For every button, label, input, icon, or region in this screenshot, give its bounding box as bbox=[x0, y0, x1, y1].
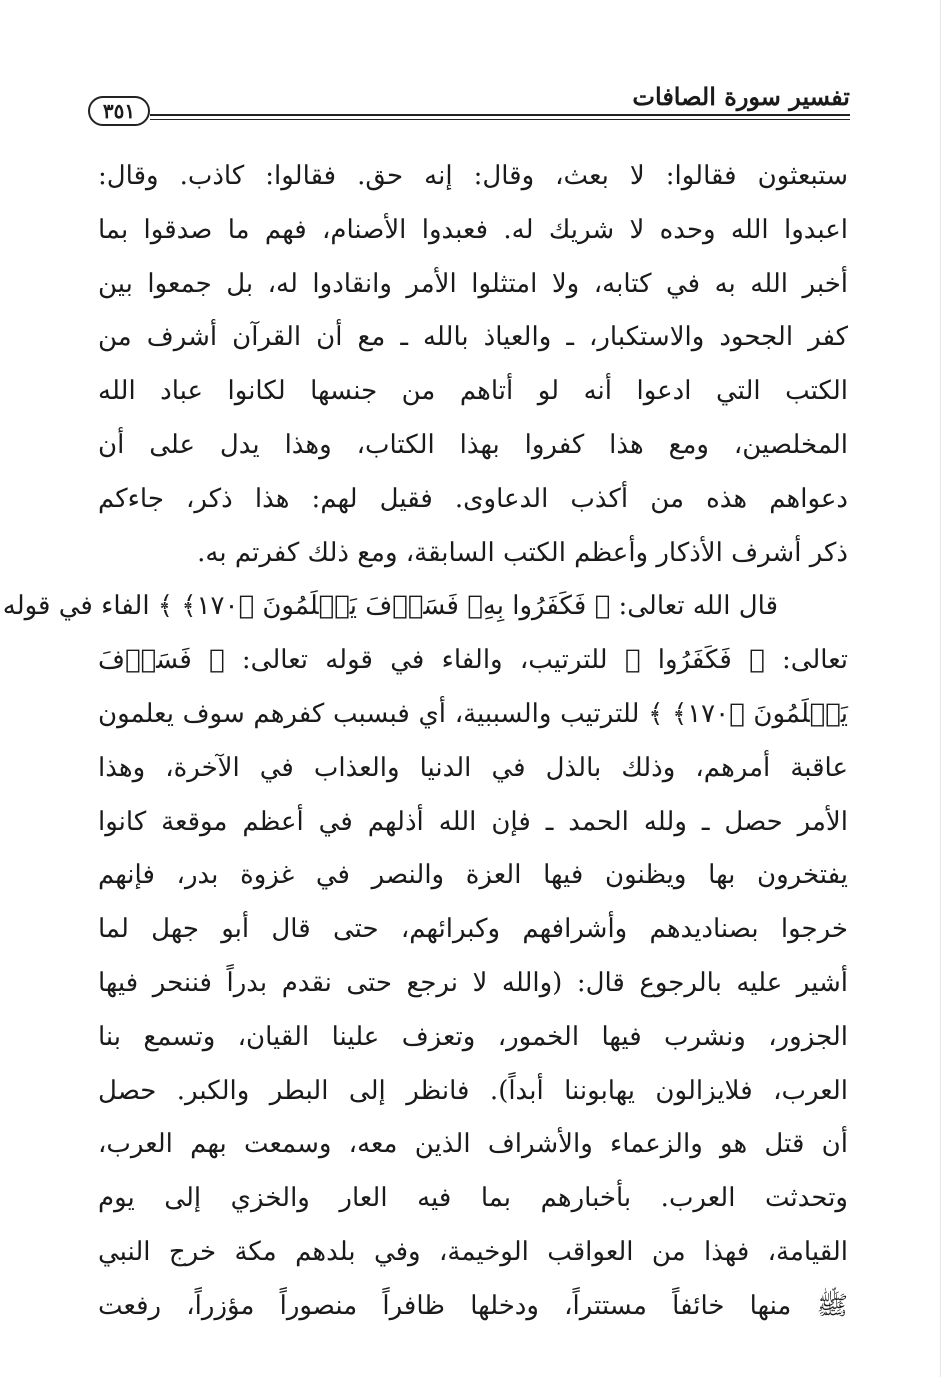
page-number: ٣٥١ bbox=[88, 96, 150, 126]
text-line: وتحدثت العرب. بأخبارهم بما فيه العار والخزي إلى يوم bbox=[98, 1183, 848, 1214]
text-line: العرب، فلايزالون يهابوننا أبداً). فانظر إلى البطر والكبر. حصل bbox=[98, 1075, 848, 1106]
text-line: أن قتل هو والزعماء والأشراف الذين معه، وسمعت بهم العرب، bbox=[98, 1129, 848, 1160]
text-line: يفتخرون بها ويظنون فيها العزة والنصر في غزوة بدر، فإنهم bbox=[98, 860, 848, 891]
text-line: ذكر أشرف الأذكار وأعظم الكتب السابقة، ومع ذلك كفرتم به. bbox=[197, 537, 848, 568]
text-line: الجزور، ونشرب فيها الخمور، وتعزف علينا القيان، وتسمع بنا bbox=[98, 1021, 848, 1052]
header-rule bbox=[150, 114, 850, 116]
text-line: عاقبة أمرهم، وذلك بالذل في الدنيا والعذاب في الآخرة، وهذا bbox=[98, 752, 848, 783]
running-title: تفسير سورة الصافات bbox=[632, 82, 850, 111]
text-line: يَعۡلَمُونَ ﴿١٧٠﴾ ﴾ للترتيب والسببية، أي فبسبب كفرهم سوف يعلمون bbox=[98, 698, 848, 729]
page-header bbox=[88, 78, 850, 126]
text-line: خرجوا بصناديدهم وأشرافهم وكبرائهم، حتى قال أبو جهل لما bbox=[98, 914, 848, 945]
text-line: دعواهم هذه من أكذب الدعاوى. فقيل لهم: هذا ذكر، جاءكم bbox=[98, 483, 848, 514]
text-line: المخلصين، ومع هذا كفروا بهذا الكتاب، وهذا يدل على أن bbox=[98, 429, 848, 460]
text-line: قال الله تعالى: ﴿ فَكَفَرُوا بِهِۦ فَسَوۡفَ يَعۡلَمُونَ ﴿١٧٠﴾ ﴾ الفاء في قوله bbox=[2, 591, 778, 622]
text-line: اعبدوا الله وحده لا شريك له. فعبدوا الأصنام، فهم ما صدقوا بما bbox=[98, 214, 848, 245]
text-line: الكتب التي ادعوا أنه لو أتاهم من جنسها لكانوا عباد الله bbox=[98, 376, 848, 407]
text-line: أشير عليه بالرجوع قال: (والله لا نرجع حتى نقدم بدراً فننحر فيها bbox=[98, 967, 848, 998]
page-edge bbox=[940, 0, 941, 1377]
body-text bbox=[2, 150, 849, 1334]
header-rule-thin bbox=[150, 119, 850, 120]
text-line: الأمر حصل ـ ولله الحمد ـ فإن الله أذلهم في أعظم موقعة كانوا bbox=[98, 806, 848, 837]
text-line: تعالى: ﴿ فَكَفَرُوا ﴾ للترتيب، والفاء في قوله تعالى: ﴿ فَسَوۡفَ bbox=[98, 645, 849, 676]
text-line: القيامة، فهذا من العواقب الوخيمة، وفي بلدهم مكة خرج النبي bbox=[98, 1236, 848, 1267]
text-line: كفر الجحود والاستكبار، ـ والعياذ بالله ـ مع أن القرآن أشرف من bbox=[98, 322, 848, 353]
text-line: ستبعثون فقالوا: لا بعث، وقال: إنه حق. فقالوا: كاذب. وقال: bbox=[98, 161, 848, 191]
text-line: ﷺ منها خائفاً مستتراً، ودخلها ظافراً منصوراً مؤزراً، رفعت bbox=[98, 1290, 848, 1321]
text-line: أخبر الله به في كتابه، ولا امتثلوا الأمر وانقادوا له، بل جمعوا بين bbox=[98, 268, 848, 299]
